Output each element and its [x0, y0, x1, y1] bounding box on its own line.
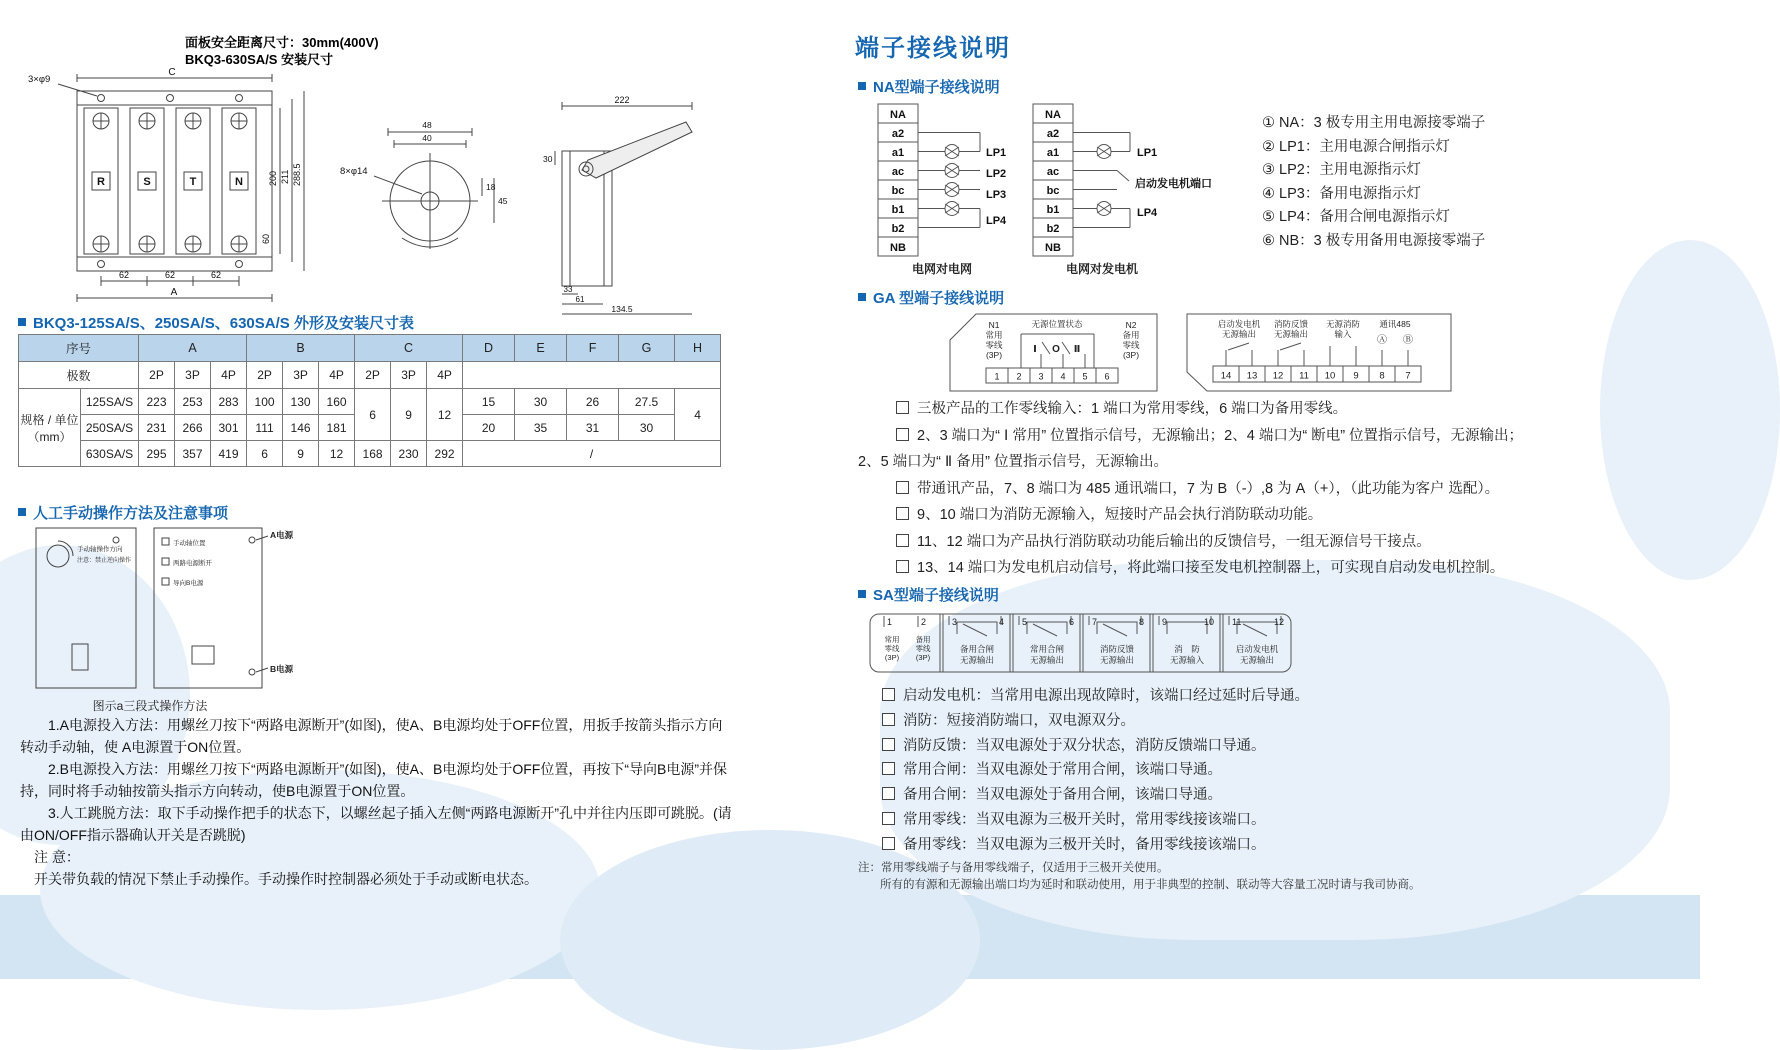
section-bullet-icon [858, 590, 866, 598]
section-header-ga [858, 287, 1004, 308]
ga-group2-label2: 无源输出 [1273, 329, 1309, 339]
ga-n2-l1: 备用 [1122, 330, 1140, 340]
pole-label-s: S [143, 176, 151, 188]
table-row-125 [19, 389, 721, 415]
ga-position-title: 无源位置状态 [1031, 319, 1083, 329]
ga-note-1: 三极产品的工作零线输入：1 端口为常用零线，6 端口为备用零线。 [858, 396, 1558, 423]
ga-n2: N2 [1125, 320, 1137, 330]
map-watermark [1600, 240, 1780, 580]
col-header-d: D [463, 335, 515, 362]
cell-h-merged: 4 [675, 389, 721, 441]
dim-61: 61 [575, 295, 585, 304]
sa-g5-label2: 无源输入 [1169, 655, 1205, 665]
cell: 30 [619, 415, 675, 441]
section-header-dimension-table [18, 312, 414, 333]
comm-b-icon: Ⓑ [1403, 335, 1413, 346]
manual-right-label-2: 两路电源断开 [173, 560, 212, 567]
sa-terminal-9: 9 [1162, 617, 1168, 627]
power-b-label: B电源 [270, 664, 294, 674]
dim-62-1: 62 [118, 270, 130, 280]
checkbox-icon [882, 738, 895, 751]
na-terminal: NA [890, 109, 906, 121]
pole-3p: 3P [391, 362, 427, 389]
na-legend-item-4: ④ LP3：备用电源指示灯 [1262, 185, 1421, 202]
pole-4p: 4P [211, 362, 247, 389]
sa-terminal-12: 12 [1273, 617, 1284, 627]
dim-288: 288.5 [292, 163, 302, 186]
manual-operation-text [20, 714, 736, 890]
cell: 35 [515, 415, 567, 441]
sa-terminal-11: 11 [1232, 617, 1242, 627]
ga-left-terminal-block [946, 310, 1161, 395]
pole-4p: 4P [319, 362, 355, 389]
ga-terminal-11: 11 [1299, 370, 1309, 382]
lamp-label-lp1: LP1 [1137, 147, 1158, 159]
ga-note-2: 2、3 端口为“ Ⅰ 常用” 位置指示信号，无源输出；2、4 端口为“ 断电” 位置指示信号，无源输出； [858, 423, 1558, 450]
cell-slash: / [463, 441, 721, 467]
cell: 15 [463, 389, 515, 415]
ga-n2-l2: 零线 [1122, 340, 1140, 350]
poles-header: 极数 [19, 362, 139, 389]
sa-note-5: 备用合闸：当双电源处于备用合闸，该端口导通。 [876, 783, 1536, 808]
na-terminal: ac [1046, 166, 1060, 178]
sa-note-1: 启动发电机：当常用电源出现故障时，该端口经过延时后导通。 [876, 684, 1536, 709]
ga-group2-label1: 消防反馈 [1273, 319, 1309, 329]
ga-terminal-10: 10 [1324, 370, 1336, 382]
sa-note-2: 消防：短接消防端口，双电源双分。 [876, 709, 1536, 734]
ga-note-2-continued: 2、5 端口为“ Ⅱ 备用” 位置指示信号，无源输出。 [858, 454, 1169, 470]
na-terminal: a2 [1046, 128, 1060, 140]
manual-step-1: 1.A电源投入方法：用螺丝刀按下“两路电源断开”(如图)，使A、B电源均处于OFF位置，用扳手按箭头指示方向转动手动轴，使 A电源置于ON位置。 [20, 717, 723, 755]
ga-note-4: 9、10 端口为消防无源输入，短接时产品会执行消防联动功能。 [858, 502, 1558, 529]
sa-g1-label: (3P) [915, 653, 931, 662]
model-125: 125SA/S [81, 389, 139, 415]
na-terminal: b1 [1046, 204, 1060, 216]
pole-label-r: R [97, 176, 105, 188]
cell: 253 [175, 389, 211, 415]
cell: 9 [283, 441, 319, 467]
detail-holes-callout: 8×φ14 [340, 166, 368, 177]
checkbox-icon [896, 560, 909, 573]
ga-group1-label1: 启动发电机 [1217, 319, 1261, 329]
sa-g6-label1: 启动发电机 [1235, 644, 1279, 654]
ga-notes-list [858, 396, 1558, 582]
ga-terminal-8: 8 [1379, 370, 1385, 382]
lamp-label-lp2: LP2 [986, 168, 1007, 180]
col-header-a: A [139, 335, 247, 362]
checkbox-icon [896, 534, 909, 547]
cell: 295 [139, 441, 175, 467]
pole-label-t: T [189, 176, 197, 188]
dimension-table [18, 334, 721, 467]
ga-pos-2: Ⅱ [1073, 344, 1081, 355]
ga-note-3: 带通讯产品，7、8 端口为 485 通讯端口，7 为 B（-）,8 为 A（+），（此功能为客户 选配）。 [858, 476, 1558, 503]
sa-terminal-4: 4 [998, 617, 1004, 627]
na-legend [1262, 112, 1485, 253]
sa-g5-label1: 消 防 [1174, 644, 1200, 654]
spec-unit-label: 规格 / 单位 （mm） [19, 389, 81, 467]
manual-note-label: 注 意： [34, 849, 80, 865]
ga-terminal-7: 7 [1405, 370, 1411, 382]
cell: 100 [247, 389, 283, 415]
checkbox-icon [896, 507, 909, 520]
ga-terminal-1: 1 [994, 371, 1000, 382]
na-terminal: NB [890, 242, 906, 254]
cell-c-merged: 6 [355, 389, 391, 441]
cell: 130 [283, 389, 319, 415]
na-diagram-grid-to-generator [1025, 100, 1245, 258]
dim-30: 30 [543, 154, 553, 164]
ga-terminal-14: 14 [1220, 370, 1232, 382]
na-diagram2-caption: 电网对发电机 [1065, 262, 1138, 276]
checkbox-icon [896, 428, 909, 441]
dim-211: 211 [280, 169, 290, 184]
manual-step-3: 3.人工跳脱方法：取下手动操作把手的状态下，以螺丝起子插入左侧“两路电源断开”孔中并往内压即可跳脱。(请由ON/OFF指示器确认开关是否跳脱) [20, 805, 732, 843]
sa-g1-label: 常用 [884, 635, 900, 644]
checkbox-icon [896, 401, 909, 414]
right-footnote [858, 860, 1558, 894]
na-terminal: NA [1045, 109, 1061, 121]
na-terminal: bc [891, 185, 905, 197]
sa-g1-label: 零线 [884, 644, 900, 653]
sa-g1-label: (3P) [884, 653, 900, 662]
model-630: 630SA/S [81, 441, 139, 467]
na-terminal: ac [891, 166, 905, 178]
cell: 231 [139, 415, 175, 441]
na-terminal: bc [1046, 185, 1060, 197]
manual-right-label-3: 导向B电源 [173, 580, 204, 587]
dim-134: 134.5 [611, 304, 633, 314]
na-legend-item-6: ⑥ NB：3 极专用备用电源接零端子 [1262, 232, 1486, 249]
section-header-sa [858, 584, 999, 605]
empty-cell [463, 362, 721, 389]
cell: 266 [175, 415, 211, 441]
power-a-label: A电源 [270, 530, 294, 540]
ga-terminal-9: 9 [1353, 370, 1359, 382]
checkbox-icon [882, 812, 895, 825]
ga-terminal-2: 2 [1016, 371, 1022, 382]
checkbox-icon [882, 762, 895, 775]
dimension-table-title: BKQ3-125SA/S、250SA/S、630SA/S 外形及安装尺寸表 [33, 315, 414, 332]
install-size-label: BKQ3-630SA/S 安装尺寸 [185, 52, 334, 67]
footnote-line-1: 注：常用零线端子与备用零线端子，仅适用于三极开关使用。 [858, 862, 1169, 874]
ga-terminal-3: 3 [1038, 371, 1044, 382]
dim-60: 60 [261, 233, 271, 244]
manual-step-2: 2.B电源投入方法：用螺丝刀按下“两路电源断开”(如图)，使A、B电源均处于OFF位置，再按下“导向B电源”并保持，同时将手动轴按箭头指示方向转动，使B电源置于ON位置。 [20, 761, 727, 799]
na-terminal: a1 [1046, 147, 1060, 159]
dim-48: 48 [422, 120, 432, 130]
sa-g2-label1: 备用合闸 [959, 644, 995, 654]
sa-terminal-6: 6 [1068, 617, 1074, 627]
col-header-c: C [355, 335, 463, 362]
section-bullet-icon [18, 318, 26, 326]
table-row-630 [19, 441, 721, 467]
sa-terminal-strip [868, 612, 1293, 674]
ga-group3-label1: 无源消防 [1325, 319, 1361, 329]
ga-n1-l3: (3P) [985, 350, 1003, 360]
cell: 230 [391, 441, 427, 467]
ga-pos-o: O [1052, 344, 1060, 355]
dim-222: 222 [614, 95, 630, 105]
na-header: NA型端子接线说明 [873, 79, 1000, 96]
cell: 146 [283, 415, 319, 441]
cell: 6 [247, 441, 283, 467]
cell: 292 [427, 441, 463, 467]
installation-dimension-drawing [22, 66, 712, 314]
ga-group4-label1: 通讯485 [1379, 319, 1411, 329]
comm-a-icon: Ⓐ [1377, 335, 1387, 346]
na-terminal: a1 [891, 147, 905, 159]
na-legend-item-3: ③ LP2：主用电源指示灯 [1262, 162, 1421, 178]
front-holes-callout: 3×φ9 [28, 74, 51, 85]
section-bullet-icon [18, 508, 26, 516]
dim-33: 33 [563, 285, 573, 294]
cell: 111 [247, 415, 283, 441]
pole-label-n: N [235, 176, 243, 188]
section-bullet-icon [858, 293, 866, 301]
cell: 357 [175, 441, 211, 467]
col-header-e: E [515, 335, 567, 362]
manual-left-label-2: 注意：禁止逆向操作 [77, 558, 132, 564]
col-header-b: B [247, 335, 355, 362]
pole-3p: 3P [175, 362, 211, 389]
model-250: 250SA/S [81, 415, 139, 441]
na-legend-item-2: ② LP1：主用电源合闸指示灯 [1262, 138, 1450, 155]
sa-g2-label2: 无源输出 [959, 655, 995, 665]
lamp-label-lp4: LP4 [1137, 207, 1158, 219]
cell: 30 [515, 389, 567, 415]
checkbox-icon [882, 688, 895, 701]
col-header-h: H [675, 335, 721, 362]
ga-header: GA 型端子接线说明 [873, 290, 1005, 307]
sa-terminal-5: 5 [1022, 617, 1028, 627]
sa-notes-list [876, 684, 1536, 858]
pole-2p: 2P [355, 362, 391, 389]
dim-a: A [170, 287, 178, 298]
ga-group3-label2: 输入 [1334, 329, 1352, 339]
page-title: 端子接线说明 [855, 35, 1011, 62]
cell: 181 [319, 415, 355, 441]
na-terminal: b2 [891, 223, 905, 235]
na-legend-item-1: ① NA：3 极专用主用电源接零端子 [1262, 115, 1486, 131]
sa-header: SA型端子接线说明 [873, 587, 999, 604]
dim-200: 200 [268, 170, 278, 186]
dim-c: C [168, 67, 176, 78]
cell: 419 [211, 441, 247, 467]
dim-62-2: 62 [164, 270, 176, 280]
sa-terminal-10: 10 [1203, 617, 1214, 627]
ga-note-5: 11、12 端口为产品执行消防联动功能后输出的反馈信号，一组无源信号干接点。 [858, 529, 1558, 556]
cell-c-merged: 12 [427, 389, 463, 441]
sa-g1-label: 零线 [915, 644, 931, 653]
panel-safety-distance: 面板安全距离尺寸：30mm(400V) [185, 35, 379, 50]
manual-right-label-1: 手动轴位置 [173, 540, 206, 547]
sa-note-3: 消防反馈：当双电源处于双分状态，消防反馈端口导通。 [876, 734, 1536, 759]
ga-terminal-6: 6 [1104, 371, 1110, 382]
sa-g3-label1: 常用合闸 [1029, 644, 1065, 654]
lamp-label-lp1: LP1 [986, 147, 1007, 159]
cell: 301 [211, 415, 247, 441]
lamp-label-lp4: LP4 [986, 215, 1007, 227]
ga-terminal-13: 13 [1246, 370, 1258, 382]
checkbox-icon [896, 481, 909, 494]
manual-note-text: 开关带负载的情况下禁止手动操作。手动操作时控制器必须处于手动或断电状态。 [34, 871, 538, 887]
sa-g3-label2: 无源输出 [1029, 655, 1065, 665]
cell: 168 [355, 441, 391, 467]
pole-3p: 3P [283, 362, 319, 389]
cell: 160 [319, 389, 355, 415]
na-diagram-grid-to-grid [870, 100, 1035, 258]
sa-terminal-1: 1 [887, 617, 893, 627]
cell: 223 [139, 389, 175, 415]
sa-terminal-3: 3 [952, 617, 958, 627]
sa-note-6: 常用零线：当双电源为三极开关时，常用零线接该端口。 [876, 808, 1536, 833]
ga-n1: N1 [988, 320, 1000, 330]
sa-note-7: 备用零线：当双电源为三极开关时，备用零线接该端口。 [876, 833, 1536, 858]
dim-40: 40 [422, 133, 432, 143]
section-bullet-icon [858, 82, 866, 90]
sa-terminal-8: 8 [1138, 617, 1144, 627]
install-dimension-note [185, 34, 379, 68]
ga-terminal-4: 4 [1060, 371, 1066, 382]
sa-terminal-7: 7 [1092, 617, 1098, 627]
col-header-f: F [567, 335, 619, 362]
ga-n2-l3: (3P) [1122, 350, 1140, 360]
cell: 26 [567, 389, 619, 415]
checkbox-icon [882, 837, 895, 850]
ga-terminal-12: 12 [1272, 370, 1284, 382]
col-header-index: 序号 [19, 335, 139, 362]
ga-group1-label2: 无源输出 [1221, 329, 1257, 339]
footnote-label: 注： [858, 862, 881, 874]
dim-62-3: 62 [210, 270, 222, 280]
section-header-na [858, 76, 1000, 97]
na-terminal: a2 [891, 128, 905, 140]
cell: 31 [567, 415, 619, 441]
dim-18: 18 [486, 182, 496, 192]
dim-45: 45 [498, 196, 508, 206]
checkbox-icon [882, 787, 895, 800]
na-terminal: b1 [891, 204, 905, 216]
sa-g6-label2: 无源输出 [1239, 655, 1275, 665]
ga-n1-l1: 常用 [985, 330, 1003, 340]
manual-drawing-caption: 图示a三段式操作方法 [92, 699, 208, 713]
manual-left-label-1: 手动轴操作方向 [77, 546, 123, 553]
na-terminal: b2 [1046, 223, 1060, 235]
na-terminal: NB [1045, 242, 1061, 254]
pole-2p: 2P [139, 362, 175, 389]
pole-4p: 4P [427, 362, 463, 389]
sa-g1-label: 备用 [915, 635, 931, 644]
generator-port-label: 启动发电机端口 [1135, 178, 1212, 190]
ga-note-6: 13、14 端口为发电机启动信号，将此端口接至发电机控制器上，可实现自启动发电机控制。 [858, 555, 1558, 582]
sa-note-4: 常用合闸：当双电源处于常用合闸，该端口导通。 [876, 758, 1536, 783]
ga-right-terminal-block [1183, 310, 1455, 395]
checkbox-icon [882, 713, 895, 726]
cell-c-merged: 9 [391, 389, 427, 441]
na-legend-item-5: ⑤ LP4：备用合闸电源指示灯 [1262, 209, 1450, 225]
cell: 27.5 [619, 389, 675, 415]
ga-terminal-5: 5 [1082, 371, 1088, 382]
lamp-label-lp3: LP3 [986, 189, 1007, 201]
cell: 12 [319, 441, 355, 467]
sa-g4-label2: 无源输出 [1099, 655, 1135, 665]
footnote-line-2: 所有的有源和无源输出端口均为延时和联动使用，用于非典型的控制、联动等大容量工况时请与我司协商。 [880, 879, 1421, 891]
na-diagram1-caption: 电网对电网 [911, 262, 972, 276]
manual-title: 人工手动操作方法及注意事项 [33, 505, 229, 522]
ga-pos-1: Ⅰ [1033, 344, 1037, 355]
cell: 283 [211, 389, 247, 415]
ga-n1-l2: 零线 [985, 340, 1003, 350]
manual-operation-drawing [32, 526, 332, 694]
pole-2p: 2P [247, 362, 283, 389]
col-header-g: G [619, 335, 675, 362]
sa-terminal-2: 2 [921, 617, 927, 627]
sa-g4-label1: 消防反馈 [1099, 644, 1135, 654]
cell: 20 [463, 415, 515, 441]
section-header-manual-operation [18, 502, 228, 523]
